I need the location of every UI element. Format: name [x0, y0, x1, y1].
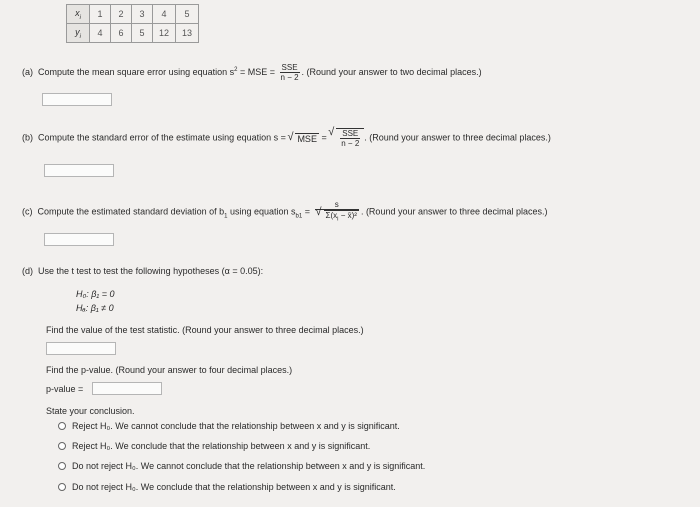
part-c-question: (c) Compute the estimated standard deviation of $b_1$ using equation $s_{b1}$ = s √ $\Sigma(x_i$ − x̄)² . (Round your answer to three decimal places.)	[22, 200, 548, 225]
x-value-1: 1	[90, 5, 111, 24]
part-c-text: Compute the estimated standard deviation of b	[37, 206, 225, 217]
conclusion-option-2[interactable]	[58, 441, 370, 451]
part-b-eq: =	[321, 132, 327, 143]
part-a-text: Compute the mean square error using equation s	[38, 66, 235, 77]
y-value-4: 12	[153, 24, 176, 43]
table-row-x	[67, 5, 199, 24]
part-d-text: Use the t test to test the following hypotheses (α = 0.05):	[38, 266, 264, 276]
table-row-y	[67, 24, 199, 43]
part-b-note: . (Round your answer to three decimal places.)	[364, 132, 551, 143]
option-label: Do not reject H₀. We conclude that the relationship between x and y is significant.	[72, 482, 396, 492]
x-value-5: 5	[176, 5, 199, 24]
part-a-answer-input[interactable]	[42, 93, 112, 106]
radio-button[interactable]	[58, 483, 66, 491]
part-d-label: (d)	[22, 266, 33, 276]
null-hypothesis: H₀: β₁ = 0	[76, 289, 115, 299]
radio-button[interactable]	[58, 462, 66, 470]
part-a-fraction: $\frac{\text{SSE}}{n - 2}$	[280, 63, 299, 82]
y-value-5: 13	[176, 24, 199, 43]
x-header: $x_i$	[67, 5, 90, 24]
x-value-4: 4	[153, 5, 176, 24]
alt-hypothesis: Hₐ: β₁ ≠ 0	[76, 303, 114, 313]
part-a-question: (a) Compute the mean square error using equation $s^2$ = MSE = $\frac{\text{SSE}}{n - 2}$ . (Round your answer to two decimal places.)	[22, 63, 482, 82]
part-c-answer-input[interactable]	[44, 233, 114, 246]
part-d-question	[22, 266, 263, 276]
y-value-2: 6	[111, 24, 132, 43]
part-a-eq: = MSE =	[237, 66, 276, 77]
part-c-text2: using equation s	[227, 206, 296, 217]
conclusion-option-1[interactable]	[58, 421, 400, 431]
conclusion-option-3[interactable]	[58, 461, 425, 471]
part-b-text: Compute the standard error of the estimate using equation s =	[38, 132, 286, 143]
part-a-note: . (Round your answer to two decimal places.)	[301, 66, 482, 77]
conclusion-label: State your conclusion.	[46, 406, 135, 416]
part-b-label: (b)	[22, 132, 33, 143]
radio-button[interactable]	[58, 422, 66, 430]
x-value-3: 3	[132, 5, 153, 24]
data-table	[66, 4, 199, 43]
option-label: Do not reject H₀. We cannot conclude that the relationship between x and y is significant.	[72, 461, 426, 471]
option-label: Reject H₀. We cannot conclude that the relationship between x and y is significant.	[72, 421, 400, 431]
part-a-label: (a)	[22, 66, 33, 77]
x-value-2: 2	[111, 5, 132, 24]
y-value-1: 4	[90, 24, 111, 43]
option-label: Reject H₀. We conclude that the relationship between x and y is significant.	[72, 441, 371, 451]
find-test-statistic-text: Find the value of the test statistic. (Round your answer to three decimal places.)	[46, 325, 364, 335]
part-c-fraction: s √ $\Sigma(x_i$ − x̄)²	[315, 200, 359, 225]
find-p-value-text: Find the p-value. (Round your answer to four decimal places.)	[46, 365, 293, 375]
part-c-eq: =	[304, 206, 311, 217]
part-c-label: (c)	[22, 206, 33, 217]
p-value-input[interactable]	[92, 382, 162, 395]
part-c-note: . (Round your answer to three decimal places.)	[360, 206, 548, 217]
y-header: $y_i$	[67, 24, 90, 43]
y-value-3: 5	[132, 24, 153, 43]
part-b-sqrt-frac: √ $\frac{\text{SSE}}{n - 2}$	[336, 128, 364, 148]
test-statistic-input[interactable]	[46, 342, 116, 355]
part-b-question	[22, 128, 551, 148]
p-value-label: p-value =	[46, 384, 84, 394]
part-b-answer-input[interactable]	[44, 164, 114, 177]
radio-button[interactable]	[58, 442, 66, 450]
part-b-sqrt: √ MSE	[295, 133, 319, 144]
conclusion-option-4[interactable]	[58, 482, 396, 492]
